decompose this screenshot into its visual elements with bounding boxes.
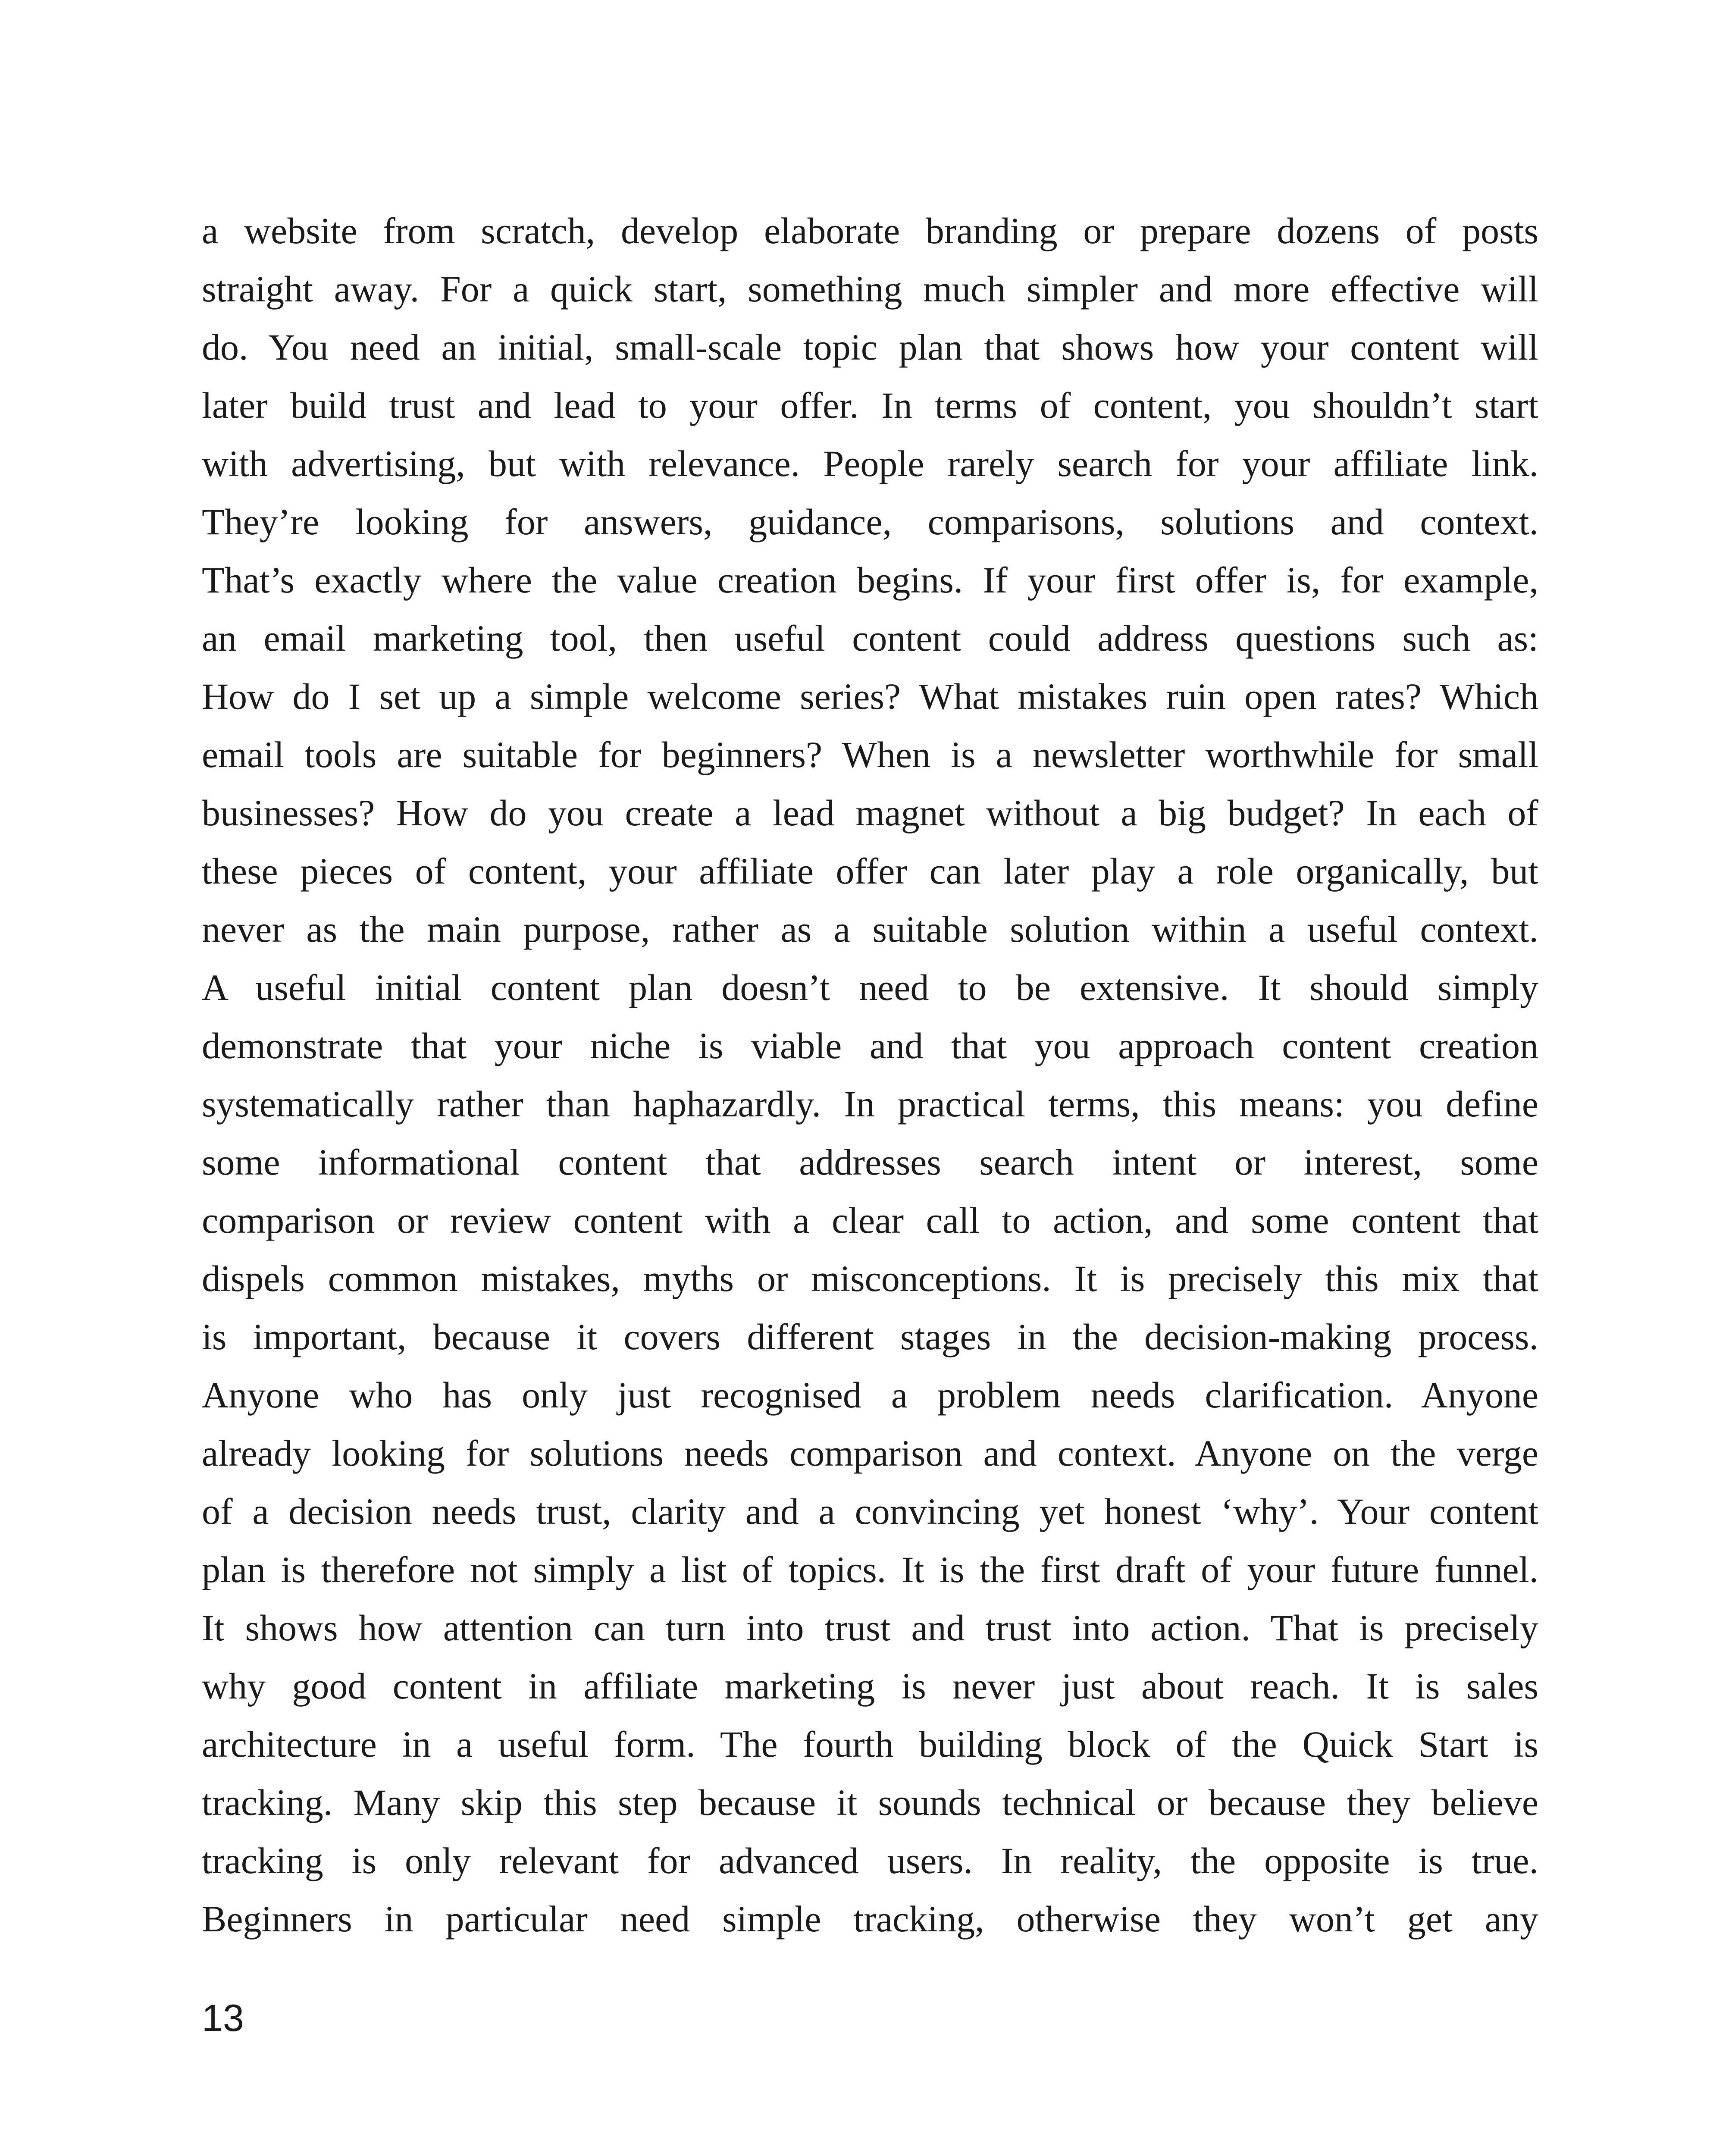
- text-line: is important, because it covers different stages in the decision-making process.: [202, 1316, 1538, 1357]
- text-line: comparison or review content with a clear call to action, and some content that: [202, 1200, 1538, 1241]
- text-line: tracking is only relevant for advanced users. In reality, the opposite is true.: [202, 1840, 1538, 1881]
- text-line: Anyone who has only just recognised a problem needs clarification. Anyone: [202, 1374, 1538, 1416]
- text-line: Beginners in particular need simple tracking, otherwise they won’t get any: [202, 1898, 1538, 1940]
- text-line: They’re looking for answers, guidance, comparisons, solutions and context.: [202, 501, 1538, 542]
- text-line: with advertising, but with relevance. People rarely search for your affiliate link.: [202, 443, 1538, 484]
- text-line: of a decision needs trust, clarity and a convincing yet honest ‘why’. Your content: [202, 1491, 1538, 1532]
- text-line: email tools are suitable for beginners? When is a newsletter worthwhile for small: [202, 734, 1538, 775]
- text-line: demonstrate that your niche is viable and that you approach content creation: [202, 1025, 1538, 1066]
- text-line: How do I set up a simple welcome series? What mistakes ruin open rates? Which: [202, 676, 1538, 717]
- page-number: 13: [202, 1996, 244, 2039]
- text-line: That’s exactly where the value creation begins. If your first offer is, for example,: [202, 559, 1538, 601]
- text-line: do. You need an initial, small-scale topic plan that shows how your content will: [202, 326, 1538, 368]
- text-line: why good content in affiliate marketing is never just about reach. It is sales: [202, 1665, 1538, 1707]
- text-line: never as the main purpose, rather as a suitable solution within a useful context.: [202, 909, 1538, 950]
- text-line: these pieces of content, your affiliate offer can later play a role organically, but: [202, 850, 1538, 892]
- text-line: businesses? How do you create a lead magnet without a big budget? In each of: [202, 792, 1538, 834]
- text-line: plan is therefore not simply a list of topics. It is the first draft of your future funnel.: [202, 1549, 1538, 1590]
- text-line: tracking. Many skip this step because it sounds technical or because they believe: [202, 1782, 1538, 1823]
- text-line: already looking for solutions needs comparison and context. Anyone on the verge: [202, 1432, 1538, 1474]
- text-line: It shows how attention can turn into trust and trust into action. That is precisely: [202, 1607, 1538, 1648]
- text-line: later build trust and lead to your offer. In terms of content, you shouldn’t start: [202, 385, 1538, 426]
- text-line: architecture in a useful form. The fourth building block of the Quick Start is: [202, 1724, 1538, 1765]
- text-line: a website from scratch, develop elaborate branding or prepare dozens of posts: [202, 210, 1538, 251]
- text-line: systematically rather than haphazardly. In practical terms, this means: you define: [202, 1083, 1538, 1125]
- text-line: an email marketing tool, then useful content could address questions such as:: [202, 617, 1538, 659]
- text-line: dispels common mistakes, myths or misconceptions. It is precisely this mix that: [202, 1258, 1538, 1299]
- text-line: straight away. For a quick start, something much simpler and more effective will: [202, 268, 1538, 310]
- body-paragraph: [202, 202, 1538, 1948]
- text-line: A useful initial content plan doesn’t need to be extensive. It should simply: [202, 967, 1538, 1008]
- text-line: some informational content that addresses search intent or interest, some: [202, 1141, 1538, 1183]
